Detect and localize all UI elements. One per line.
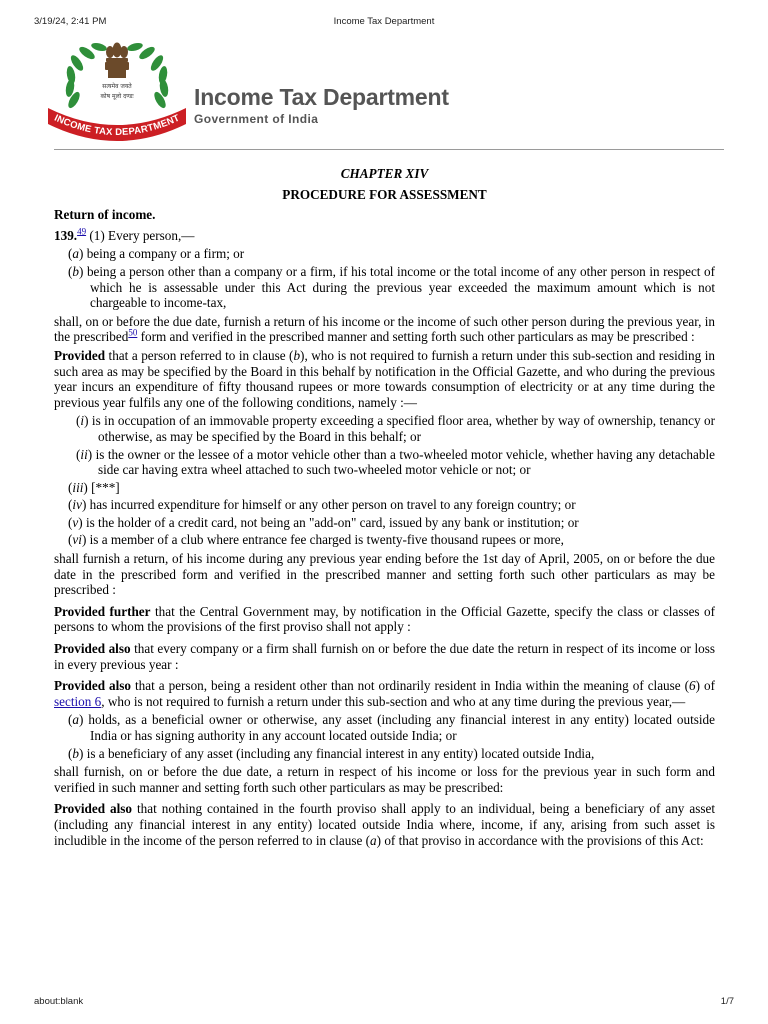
shall-furnish-return-paragraph: shall furnish a return, of his income during any previous year ending before the 1st day of April, 2005, on or before the due date in the prescribed form and verified in the prescribed manner and setting forth such other particulars as may be prescribed : [54,551,715,598]
department-name: Income Tax Department [194,84,449,110]
section-opening: 139.49 (1) Every person,— [54,226,195,243]
section-6-link[interactable]: section 6 [54,693,102,709]
condition-iv: (iv) has incurred expenditure for himself or any other person on travel to any foreign country; or [68,497,576,513]
print-url: about:blank [34,996,84,1007]
proviso-further: Provided further that the Central Government may, by notification in the Official Gazette, specify the class or classes of persons to whom the provisions of the first proviso shall not apply : [54,603,716,635]
footnote-49-link[interactable]: 49 [77,226,87,237]
proviso-also-1: Provided also that every company or a firm shall furnish on or before the due date the return in respect of its income or loss in every previous year : [54,641,715,672]
section-heading: Return of income. [54,207,156,223]
document-body [54,166,715,848]
footnote-50-link[interactable]: 50 [128,327,138,338]
header-divider [54,149,724,150]
logo-hindi-text: कोष मूलो दण्डः [100,93,134,100]
emblem-icon [105,43,129,79]
proviso-1: Provided that a person referred to in clause (b), who is not required to furnish a return under this sub-section and residing in such area as may be specified by the Board in this behalf by notification in the Official Gazette, and who during the previous year incurs an expenditure of fifty thousand rupees or more towards consumption of electricity or at any time during the previous year fulfils any one of the following conditions, namely :— [54,347,715,410]
logo-ribbon-text: INCOME TAX DEPARTMENT [52,112,182,139]
proviso-also-2: Provided also that a person, being a resident other than not ordinarily resident in India within the meaning of clause (6) of section 6, who is not required to furnish a return under this sub-section and who at any time during the previous year,— [54,678,715,709]
income-tax-logo [44,38,190,146]
print-page-title: Income Tax Department [333,16,435,27]
chapter-subtitle: PROCEDURE FOR ASSESSMENT [282,186,487,202]
proviso-clause-a: (a) holds, as a beneficial owner or otherwise, any asset (including any financial interest in any entity) located outside India or has signing authority in any account located outside India; or [68,712,715,743]
condition-v: (v) is the holder of a credit card, not being an "add-on" card, issued by any bank or institution; or [68,514,579,530]
logo-motto: सत्यमेव जयते [102,83,132,90]
government-name: Government of India [194,112,319,126]
condition-iii: (iii) [***] [68,479,120,495]
condition-ii: (ii) is the owner or the lessee of a motor vehicle other than a two-wheeled motor vehicle, whether having any detachable side car having extra wheel attached to such two-wheeled motor vehicle or not; or [76,446,715,478]
print-datetime: 3/19/24, 2:41 PM [34,16,107,27]
proviso-clause-b: (b) is a beneficiary of any asset (including any financial interest in any entity) located outside India, [68,745,595,761]
chapter-title: CHAPTER XIV [340,166,429,181]
shall-furnish-paragraph: shall, on or before the due date, furnish a return of his income or the income of such other person during the previous year, in the prescribed$^{50}$ form and verified in the prescribed manner and setting forth such other particulars as may be prescribed : [54,313,715,345]
condition-i: (i) is in occupation of an immovable property exceeding a specified floor area, whether by way of ownership, tenancy or otherwise, as may be specified by the Board in this behalf; or [76,413,715,444]
condition-vi: (vi) is a member of a club where entrance fee charged is twenty-five thousand rupees or more, [68,532,564,548]
clause-b: (b) being a person other than a company or a firm, if his total income or the total income of any other person in respect of which he is assessable under this Act during the previous year exceeded the maximum amount which is not chargeable to income-tax, [68,263,715,311]
proviso-also-3: Provided also that nothing contained in the fourth proviso shall apply to an individual, being a beneficiary of any asset (including any financial interest in any entity) located outside India where, income, if any, arising from such asset is includible in the income of the person referred to in clause (a) of that proviso in accordance with the provisions of this Act: [54,801,715,848]
clause-a: (a) being a company or a firm; or [68,246,245,262]
shall-furnish-paragraph-2: shall furnish, on or before the due date, a return in respect of his income or loss for the previous year in such form and verified in such manner and setting forth such other particulars as may be prescribed: [54,764,715,795]
print-page-number: 1/7 [720,996,734,1007]
